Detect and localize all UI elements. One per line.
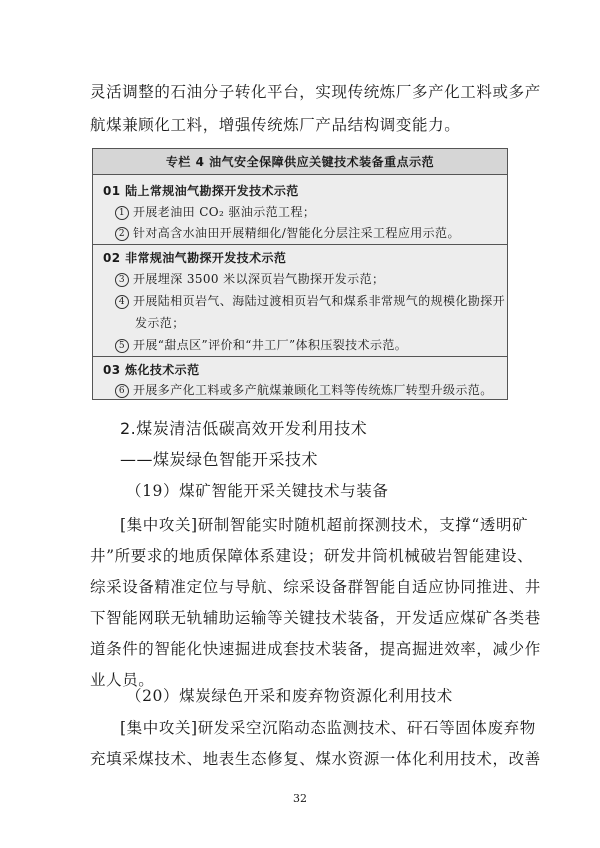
- section-title-02: 02 非常规油气勘探开发技术示范: [103, 251, 287, 265]
- box-title: 专栏 4 油气安全保障供应关键技术装备重点示范: [93, 149, 507, 175]
- page-number: 32: [293, 792, 307, 805]
- circled-number: 5: [115, 339, 129, 353]
- box-item-text: 开展“甜点区”评价和“井工厂”体积压裂技术示范。: [133, 338, 408, 352]
- box-item-3: [115, 270, 384, 287]
- box-item-4: [115, 292, 505, 309]
- section-title-01: 01 陆上常规油气勘探开发技术示范: [103, 184, 299, 198]
- circled-number: 2: [115, 227, 129, 241]
- section-divider: [93, 244, 507, 245]
- circled-number: 6: [115, 384, 129, 398]
- box-item-text: 针对高含水油田开展精细化/智能化分层注采工程应用示范。: [133, 226, 460, 240]
- box-item-6: [115, 381, 493, 398]
- item-20-line-2: 充填采煤技术、地表生态修复、煤水资源一体化利用技术，改善: [90, 750, 541, 768]
- item-19-title: （19）煤矿智能开采关键技术与装备: [126, 482, 389, 500]
- item-20-title: （20）煤炭绿色开采和废弃物资源化利用技术: [126, 687, 453, 705]
- box-item-text: 开展埋深 3500 米以深页岩气勘探开发示范；: [133, 272, 385, 286]
- circled-number: 4: [115, 295, 129, 309]
- section-divider: [93, 356, 507, 357]
- item-19-line-3: 综采设备精准定位与导航、综采设备群智能自适应协同推进、井: [90, 578, 541, 596]
- item-19-line-2: 井”所要求的地质保障体系建设；研发井筒机械破岩智能建设、: [90, 547, 534, 565]
- item-19-line-5: 道条件的智能化快速掘进成套技术装备，提高掘进效率，减少作: [90, 640, 541, 658]
- box-item-5: [115, 336, 407, 353]
- item-19-line-6: 业人员。: [90, 671, 155, 689]
- section-subheading: ——煤炭绿色智能开采技术: [120, 450, 319, 469]
- section-heading: 2.煤炭清洁低碳高效开发利用技术: [120, 419, 368, 438]
- box-item-text: 开展多产化工料或多产航煤兼顾化工料等传统炼厂转型升级示范。: [133, 383, 493, 397]
- item-19-line-1: [集中攻关]研制智能实时随机超前探测技术，支撑“透明矿: [120, 516, 529, 534]
- box-item-text: 开展老油田 CO₂ 驱油示范工程；: [133, 205, 316, 219]
- circled-number: 3: [115, 273, 129, 287]
- box-item-text: 开展陆相页岩气、海陆过渡相页岩气和煤系非常规气的规模化勘探开: [133, 294, 506, 308]
- box-item-1: [115, 203, 315, 220]
- item-20-line-1: [集中攻关]研发采空沉陷动态监测技术、矸石等固体废弃物: [120, 719, 536, 737]
- box-item-2: [115, 224, 460, 241]
- intro-line-1: 灵活调整的石油分子转化平台，实现传统炼厂多产化工料或多产: [90, 83, 541, 101]
- circled-number: 1: [115, 206, 129, 220]
- item-19-line-4: 下智能网联无轨辅助运输等关键技术装备，开发适应煤矿各类巷: [90, 609, 541, 627]
- special-column-box: [92, 148, 508, 400]
- section-title-03: 03 炼化技术示范: [103, 363, 200, 377]
- intro-line-2: 航煤兼顾化工料，增强传统炼厂产品结构调变能力。: [90, 116, 461, 134]
- box-item-4-continuation: 发示范；: [135, 316, 185, 330]
